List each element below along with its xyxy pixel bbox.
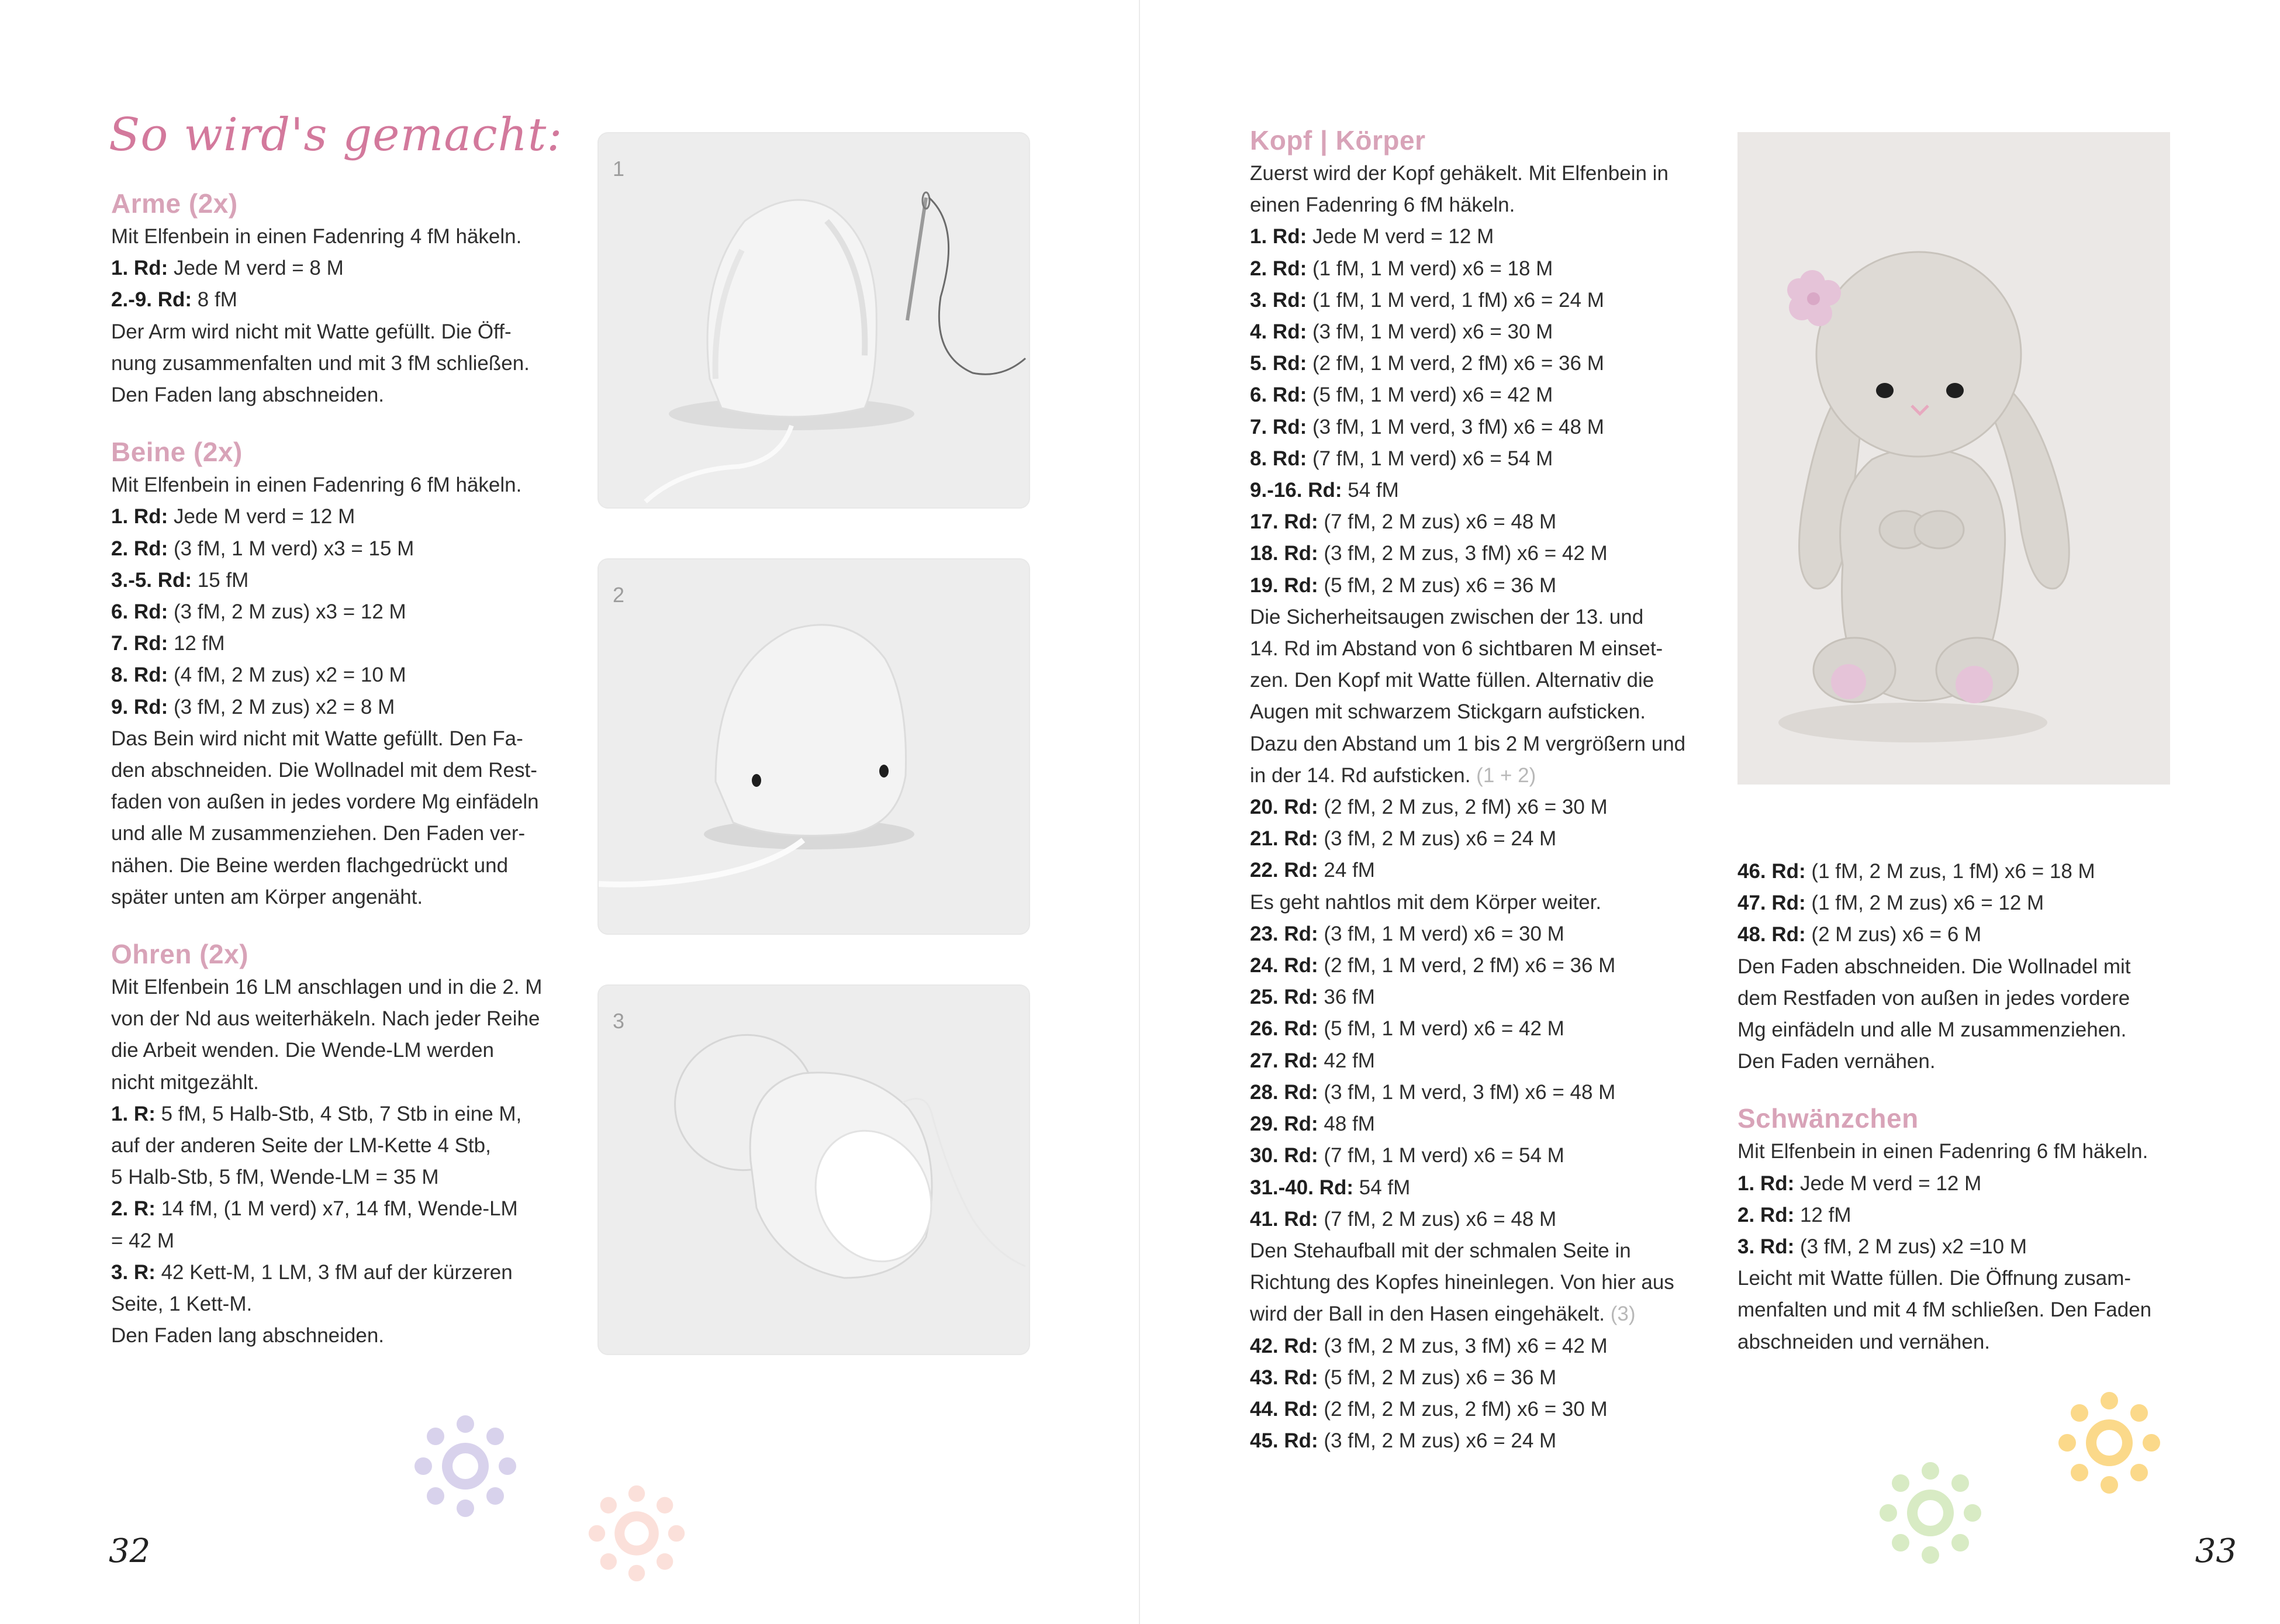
instruction-line (111, 533, 555, 565)
instruction-line (1250, 633, 1706, 665)
instruction-text: (3 fM, 1 M verd) x6 = 30 M (1318, 922, 1564, 945)
round-label: 3. R: (111, 1260, 156, 1284)
instruction-text: (5 fM, 1 M verd) x6 = 42 M (1318, 1017, 1564, 1041)
instruction-text: Mg einfädeln und alle M zusammenziehen. (1737, 1018, 2127, 1042)
instruction-line (111, 1193, 555, 1225)
instruction-line (111, 850, 555, 882)
kopf-continued-instructions (1737, 856, 2205, 1077)
instruction-line (1250, 1394, 1706, 1425)
instruction-line (1250, 918, 1706, 950)
instruction-line (1250, 538, 1706, 569)
round-label: 20. Rd: (1250, 796, 1318, 819)
instruction-text: später unten am Körper angenäht. (111, 885, 423, 908)
instruction-text: (5 fM, 1 M verd) x6 = 42 M (1307, 383, 1553, 407)
instruction-text: (7 fM, 2 M zus) x6 = 48 M (1318, 1207, 1557, 1231)
instruction-text: Den Stehaufball mit der schmalen Seite in (1250, 1239, 1631, 1262)
instruction-line (1250, 696, 1706, 728)
instruction-line (1737, 1231, 2205, 1263)
instruction-line (111, 723, 555, 755)
instruction-text: (2 fM, 1 M verd, 2 fM) x6 = 36 M (1307, 352, 1604, 375)
instruction-line (1250, 316, 1706, 348)
instruction-text: Den Faden vernähen. (1737, 1050, 1936, 1073)
flower-yellow-icon (2057, 1390, 2162, 1495)
instruction-line (1250, 665, 1706, 696)
instruction-line (1250, 1267, 1706, 1298)
round-label: 19. Rd: (1250, 573, 1318, 597)
round-label: 8. Rd: (111, 664, 168, 687)
right-page (1140, 0, 2280, 1624)
round-label: 41. Rd: (1250, 1207, 1318, 1231)
instruction-line (1737, 887, 2205, 919)
instruction-line (111, 348, 555, 379)
instruction-text: 42 fM (1318, 1049, 1375, 1072)
instruction-text: (2 M zus) x6 = 6 M (1805, 923, 1982, 946)
instruction-text: Jede M verd = 12 M (1794, 1172, 1982, 1195)
heading-kopf: Kopf | Körper (1250, 125, 1426, 156)
instruction-text: Seite, 1 Kett-M. (111, 1293, 253, 1316)
round-label: 9. Rd: (111, 695, 168, 718)
step-photo-1 (597, 132, 1030, 509)
instruction-text: Der Arm wird nicht mit Watte gefüllt. Die Öff- (111, 320, 512, 343)
instruction-text: (7 fM, 1 M verd) x6 = 54 M (1318, 1144, 1564, 1167)
instruction-text: nicht mitgezählt. (111, 1070, 259, 1094)
photo-number-3: 3 (613, 1009, 625, 1033)
instruction-text: Dazu den Abstand um 1 bis 2 M vergrößern und (1250, 732, 1686, 755)
instruction-line (1250, 1298, 1706, 1330)
instruction-text: faden von außen in jedes vordere Mg einfädeln (111, 790, 539, 814)
instruction-line (111, 221, 555, 253)
instruction-text: 48 fM (1318, 1112, 1375, 1136)
instruction-text: dem Restfaden von außen in jedes vordere (1737, 986, 2130, 1010)
instruction-line (111, 1162, 555, 1193)
instruction-line (1250, 1172, 1706, 1204)
round-label: 28. Rd: (1250, 1080, 1318, 1104)
instruction-line (1737, 1168, 2205, 1200)
step-photo-3 (597, 984, 1030, 1355)
instruction-line (1250, 158, 1706, 189)
instruction-line (111, 755, 555, 786)
round-label: 2. Rd: (1737, 1203, 1795, 1226)
instruction-line (111, 469, 555, 501)
instruction-text: 54 fM (1353, 1176, 1411, 1199)
instruction-line (111, 882, 555, 913)
instruction-text: nung zusammenfalten und mit 3 fM schließen. (111, 351, 530, 375)
instruction-text: (3 fM, 2 M zus) x6 = 24 M (1318, 827, 1557, 851)
instruction-text: 15 fM (192, 568, 249, 592)
instruction-text: einen Fadenring 6 fM häkeln. (1250, 194, 1515, 217)
instruction-text: wird der Ball in den Hasen eingehäkelt. (1250, 1302, 1605, 1326)
photo-number-2: 2 (613, 583, 625, 607)
instruction-line (1737, 983, 2205, 1014)
instruction-line (1737, 1326, 2205, 1358)
instruction-text: 54 fM (1342, 479, 1399, 502)
round-label: 3. Rd: (1250, 288, 1307, 312)
round-label: 1. R: (111, 1102, 156, 1125)
instruction-line (1250, 792, 1706, 823)
instruction-text: = 42 M (111, 1229, 174, 1252)
step-photo-2 (597, 558, 1030, 935)
section-title: So wird's gemacht: (109, 109, 563, 161)
instruction-line (1250, 506, 1706, 538)
instruction-line (1250, 348, 1706, 379)
instruction-text: abschneiden und vernähen. (1737, 1330, 1991, 1353)
round-label: 1. Rd: (111, 505, 168, 528)
instruction-text: Jede M verd = 12 M (168, 505, 355, 528)
instruction-line (1250, 728, 1706, 760)
instruction-line (1737, 856, 2205, 887)
instruction-text: den abschneiden. Die Wollnadel mit dem Rest- (111, 759, 537, 782)
instruction-line (1250, 253, 1706, 285)
instruction-line (1250, 1235, 1706, 1267)
instruction-text: von der Nd aus weiterhäkeln. Nach jeder Reihe (111, 1007, 540, 1031)
instruction-line (111, 1067, 555, 1098)
instruction-line (111, 1225, 555, 1257)
instruction-line (1737, 1046, 2205, 1077)
instruction-line (1737, 951, 2205, 983)
instruction-text: (3 fM, 2 M zus) x2 =10 M (1794, 1235, 2027, 1259)
round-label: 21. Rd: (1250, 827, 1318, 851)
photo-2-illustration (599, 559, 1029, 934)
instruction-line (1737, 1136, 2205, 1167)
instruction-text: (2 fM, 2 M zus, 2 fM) x6 = 30 M (1318, 1397, 1608, 1421)
kopf-instructions (1250, 158, 1706, 1457)
round-label: 48. Rd: (1737, 923, 1806, 946)
instruction-line (1250, 379, 1706, 411)
instruction-text: (3 fM, 1 M verd) x3 = 15 M (168, 537, 414, 560)
round-label: 44. Rd: (1250, 1397, 1318, 1421)
instruction-text: 8 fM (192, 288, 237, 312)
round-label: 46. Rd: (1737, 860, 1806, 883)
bunny-illustration (1737, 132, 2170, 785)
round-label: 8. Rd: (1250, 447, 1307, 470)
text-column-right (1737, 856, 2205, 1358)
instruction-line (1250, 602, 1706, 633)
instruction-text: (3 fM, 1 M verd) x6 = 30 M (1307, 320, 1553, 344)
round-label: 2. R: (111, 1197, 156, 1221)
page-number-right: 33 (2195, 1532, 2237, 1570)
instruction-line (111, 659, 555, 691)
instruction-line (1250, 823, 1706, 855)
instruction-line (1250, 950, 1706, 982)
instruction-line (111, 818, 555, 849)
round-label: 7. Rd: (1250, 415, 1307, 438)
text-column-left (111, 186, 555, 1352)
instruction-line (1250, 855, 1706, 886)
instruction-line (111, 1003, 555, 1035)
instruction-line (1250, 1204, 1706, 1235)
photo-reference: (3) (1605, 1302, 1636, 1326)
instruction-text: Leicht mit Watte füllen. Die Öffnung zusam- (1737, 1267, 2132, 1290)
instruction-line (1250, 221, 1706, 253)
instruction-line (111, 1098, 555, 1130)
instruction-line (1250, 760, 1706, 792)
instruction-line (1737, 1263, 2205, 1294)
heading-schwaenzchen: Schwänzchen (1737, 1103, 1919, 1134)
round-label: 6. Rd: (1250, 383, 1307, 407)
round-label: 2. Rd: (111, 537, 168, 560)
round-label: 24. Rd: (1250, 954, 1318, 977)
instruction-text: 14 fM, (1 M verd) x7, 14 fM, Wende-LM (155, 1197, 518, 1221)
instruction-text: (4 fM, 2 M zus) x2 = 10 M (168, 664, 406, 687)
round-label: 42. Rd: (1250, 1334, 1318, 1357)
instruction-text: Mit Elfenbein in einen Fadenring 4 fM häkeln. (111, 225, 522, 248)
instruction-text: (1 fM, 2 M zus, 1 fM) x6 = 18 M (1805, 860, 2095, 883)
instruction-text: 24 fM (1318, 859, 1375, 882)
instruction-text: und alle M zusammenziehen. Den Faden ver- (111, 822, 526, 845)
photo-reference: (1 + 2) (1470, 763, 1536, 787)
round-label: 9.-16. Rd: (1250, 479, 1342, 502)
instruction-line (111, 596, 555, 628)
round-label: 1. Rd: (1737, 1172, 1795, 1195)
round-label: 18. Rd: (1250, 542, 1318, 565)
instruction-text: Den Faden lang abschneiden. (111, 383, 385, 407)
instruction-text: nähen. Die Beine werden flachgedrückt und (111, 854, 509, 877)
instruction-line (1250, 475, 1706, 506)
photo-1-illustration (599, 133, 1029, 507)
round-label: 26. Rd: (1250, 1017, 1318, 1041)
flower-purple-icon (413, 1414, 518, 1519)
instruction-text: auf der anderen Seite der LM-Kette 4 Stb, (111, 1134, 491, 1157)
round-label: 45. Rd: (1250, 1429, 1318, 1453)
round-label: 22. Rd: (1250, 859, 1318, 882)
instruction-text: 12 fM (1794, 1203, 1851, 1226)
instruction-line (111, 786, 555, 818)
instruction-line (111, 1320, 555, 1352)
instruction-line (1250, 1045, 1706, 1077)
round-label: 30. Rd: (1250, 1144, 1318, 1167)
round-label: 47. Rd: (1737, 892, 1806, 915)
flower-green-icon (1878, 1460, 1983, 1566)
instruction-line (1737, 1294, 2205, 1326)
round-label: 23. Rd: (1250, 922, 1318, 945)
instruction-text: Das Bein wird nicht mit Watte gefüllt. Den Fa- (111, 727, 523, 750)
instruction-line (1737, 1014, 2205, 1046)
heading-beine: Beine (2x) (111, 437, 243, 468)
instruction-text: (5 fM, 2 M zus) x6 = 36 M (1318, 573, 1557, 597)
round-label: 29. Rd: (1250, 1112, 1318, 1136)
instruction-line (1250, 1362, 1706, 1394)
instruction-text: Jede M verd = 12 M (1307, 225, 1494, 248)
instruction-text: (1 fM, 1 M verd) x6 = 18 M (1307, 257, 1553, 280)
round-label: 25. Rd: (1250, 986, 1318, 1009)
instruction-line (111, 501, 555, 533)
instruction-line (1250, 1331, 1706, 1362)
instruction-line (1250, 1077, 1706, 1108)
instruction-line (111, 1035, 555, 1066)
instruction-line (1250, 887, 1706, 918)
instruction-line (111, 565, 555, 596)
instruction-text: 42 Kett-M, 1 LM, 3 fM auf der kürzeren (155, 1260, 513, 1284)
instruction-text: die Arbeit wenden. Die Wende-LM werden (111, 1039, 495, 1062)
heading-arme: Arme (2x) (111, 188, 238, 219)
instruction-line (1737, 1200, 2205, 1231)
instruction-text: (1 fM, 2 M zus) x6 = 12 M (1805, 892, 2044, 915)
instruction-line (1250, 1140, 1706, 1172)
instruction-line (111, 1257, 555, 1288)
instruction-text: (3 fM, 2 M zus, 3 fM) x6 = 42 M (1318, 542, 1608, 565)
instruction-text: 14. Rd im Abstand von 6 sichtbaren M einset- (1250, 637, 1663, 661)
beine-instructions (111, 469, 555, 913)
instruction-text: Die Sicherheitsaugen zwischen der 13. und (1250, 605, 1644, 628)
instruction-text: Es geht nahtlos mit dem Körper weiter. (1250, 890, 1602, 914)
photo-3-illustration (599, 986, 1029, 1354)
instruction-line (1737, 919, 2205, 951)
instruction-text: Mit Elfenbein 16 LM anschlagen und in die 2. M (111, 976, 543, 999)
instruction-line (111, 972, 555, 1003)
instruction-text: 12 fM (168, 632, 225, 655)
instruction-text: Augen mit schwarzem Stickgarn aufsticken. (1250, 700, 1646, 724)
instruction-text: in der 14. Rd aufsticken. (1250, 763, 1471, 787)
instruction-line (111, 284, 555, 316)
round-label: 27. Rd: (1250, 1049, 1318, 1072)
instruction-line (1250, 570, 1706, 602)
bunny-photo (1737, 132, 2170, 785)
instruction-text: Zuerst wird der Kopf gehäkelt. Mit Elfenbein in (1250, 162, 1668, 185)
schwanz-instructions (1737, 1136, 2205, 1357)
round-label: 3. Rd: (1737, 1235, 1795, 1259)
photo-number-1: 1 (613, 157, 625, 181)
instruction-text: (2 fM, 2 M zus, 2 fM) x6 = 30 M (1318, 796, 1608, 819)
instruction-text: (3 fM, 1 M verd, 3 fM) x6 = 48 M (1318, 1080, 1616, 1104)
arme-instructions (111, 221, 555, 411)
round-label: 4. Rd: (1250, 320, 1307, 344)
instruction-text: (1 fM, 1 M verd, 1 fM) x6 = 24 M (1307, 288, 1604, 312)
instruction-text: (3 fM, 2 M zus, 3 fM) x6 = 42 M (1318, 1334, 1608, 1357)
instruction-text: Richtung des Kopfes hineinlegen. Von hier aus (1250, 1271, 1674, 1294)
instruction-text: (7 fM, 1 M verd) x6 = 54 M (1307, 447, 1553, 470)
instruction-text: Mit Elfenbein in einen Fadenring 6 fM häkeln. (111, 474, 522, 497)
instruction-text: (3 fM, 2 M zus) x6 = 24 M (1318, 1429, 1557, 1453)
instruction-text: menfalten und mit 4 fM schließen. Den Faden (1737, 1298, 2152, 1322)
round-label: 7. Rd: (111, 632, 168, 655)
instruction-line (111, 316, 555, 348)
instruction-line (1250, 412, 1706, 443)
round-label: 31.-40. Rd: (1250, 1176, 1353, 1199)
round-label: 1. Rd: (111, 257, 168, 280)
round-label: 3.-5. Rd: (111, 568, 192, 592)
round-label: 1. Rd: (1250, 225, 1307, 248)
instruction-text: (5 fM, 2 M zus) x6 = 36 M (1318, 1366, 1557, 1389)
instruction-text: Jede M verd = 8 M (168, 257, 344, 280)
instruction-line (1250, 1425, 1706, 1457)
instruction-line (111, 1130, 555, 1162)
instruction-text: (3 fM, 1 M verd, 3 fM) x6 = 48 M (1307, 415, 1604, 438)
ohren-instructions (111, 972, 555, 1352)
instruction-text: zen. Den Kopf mit Watte füllen. Alternativ die (1250, 669, 1654, 692)
instruction-line (1250, 1108, 1706, 1140)
instruction-text: 5 Halb-Stb, 5 fM, Wende-LM = 35 M (111, 1166, 439, 1189)
instruction-text: 36 fM (1318, 986, 1375, 1009)
round-label: 2.-9. Rd: (111, 288, 192, 312)
instruction-text: (3 fM, 2 M zus) x2 = 8 M (168, 695, 395, 718)
heading-ohren: Ohren (2x) (111, 939, 249, 970)
round-label: 6. Rd: (111, 600, 168, 624)
instruction-text: 5 fM, 5 Halb-Stb, 4 Stb, 7 Stb in eine M, (155, 1102, 522, 1125)
instruction-line (1250, 285, 1706, 316)
instruction-text: (3 fM, 2 M zus) x3 = 12 M (168, 600, 406, 624)
page-number-left: 32 (109, 1532, 151, 1570)
instruction-text: Den Faden lang abschneiden. (111, 1324, 385, 1347)
instruction-line (111, 1288, 555, 1320)
instruction-line (1250, 982, 1706, 1013)
instruction-text: Den Faden abschneiden. Die Wollnadel mit (1737, 955, 2131, 978)
round-label: 17. Rd: (1250, 510, 1318, 534)
text-column-kopf (1250, 123, 1706, 1457)
round-label: 2. Rd: (1250, 257, 1307, 280)
instruction-text: (7 fM, 2 M zus) x6 = 48 M (1318, 510, 1557, 534)
instruction-line (1250, 1013, 1706, 1045)
instruction-line (111, 379, 555, 411)
instruction-line (1250, 443, 1706, 475)
instruction-line (111, 253, 555, 284)
round-label: 43. Rd: (1250, 1366, 1318, 1389)
instruction-text: Mit Elfenbein in einen Fadenring 6 fM häkeln. (1737, 1140, 2148, 1163)
flower-peach-icon (587, 1484, 686, 1583)
instruction-line (111, 692, 555, 723)
round-label: 5. Rd: (1250, 352, 1307, 375)
instruction-line (1250, 189, 1706, 221)
instruction-line (111, 628, 555, 659)
instruction-text: (2 fM, 1 M verd, 2 fM) x6 = 36 M (1318, 954, 1616, 977)
